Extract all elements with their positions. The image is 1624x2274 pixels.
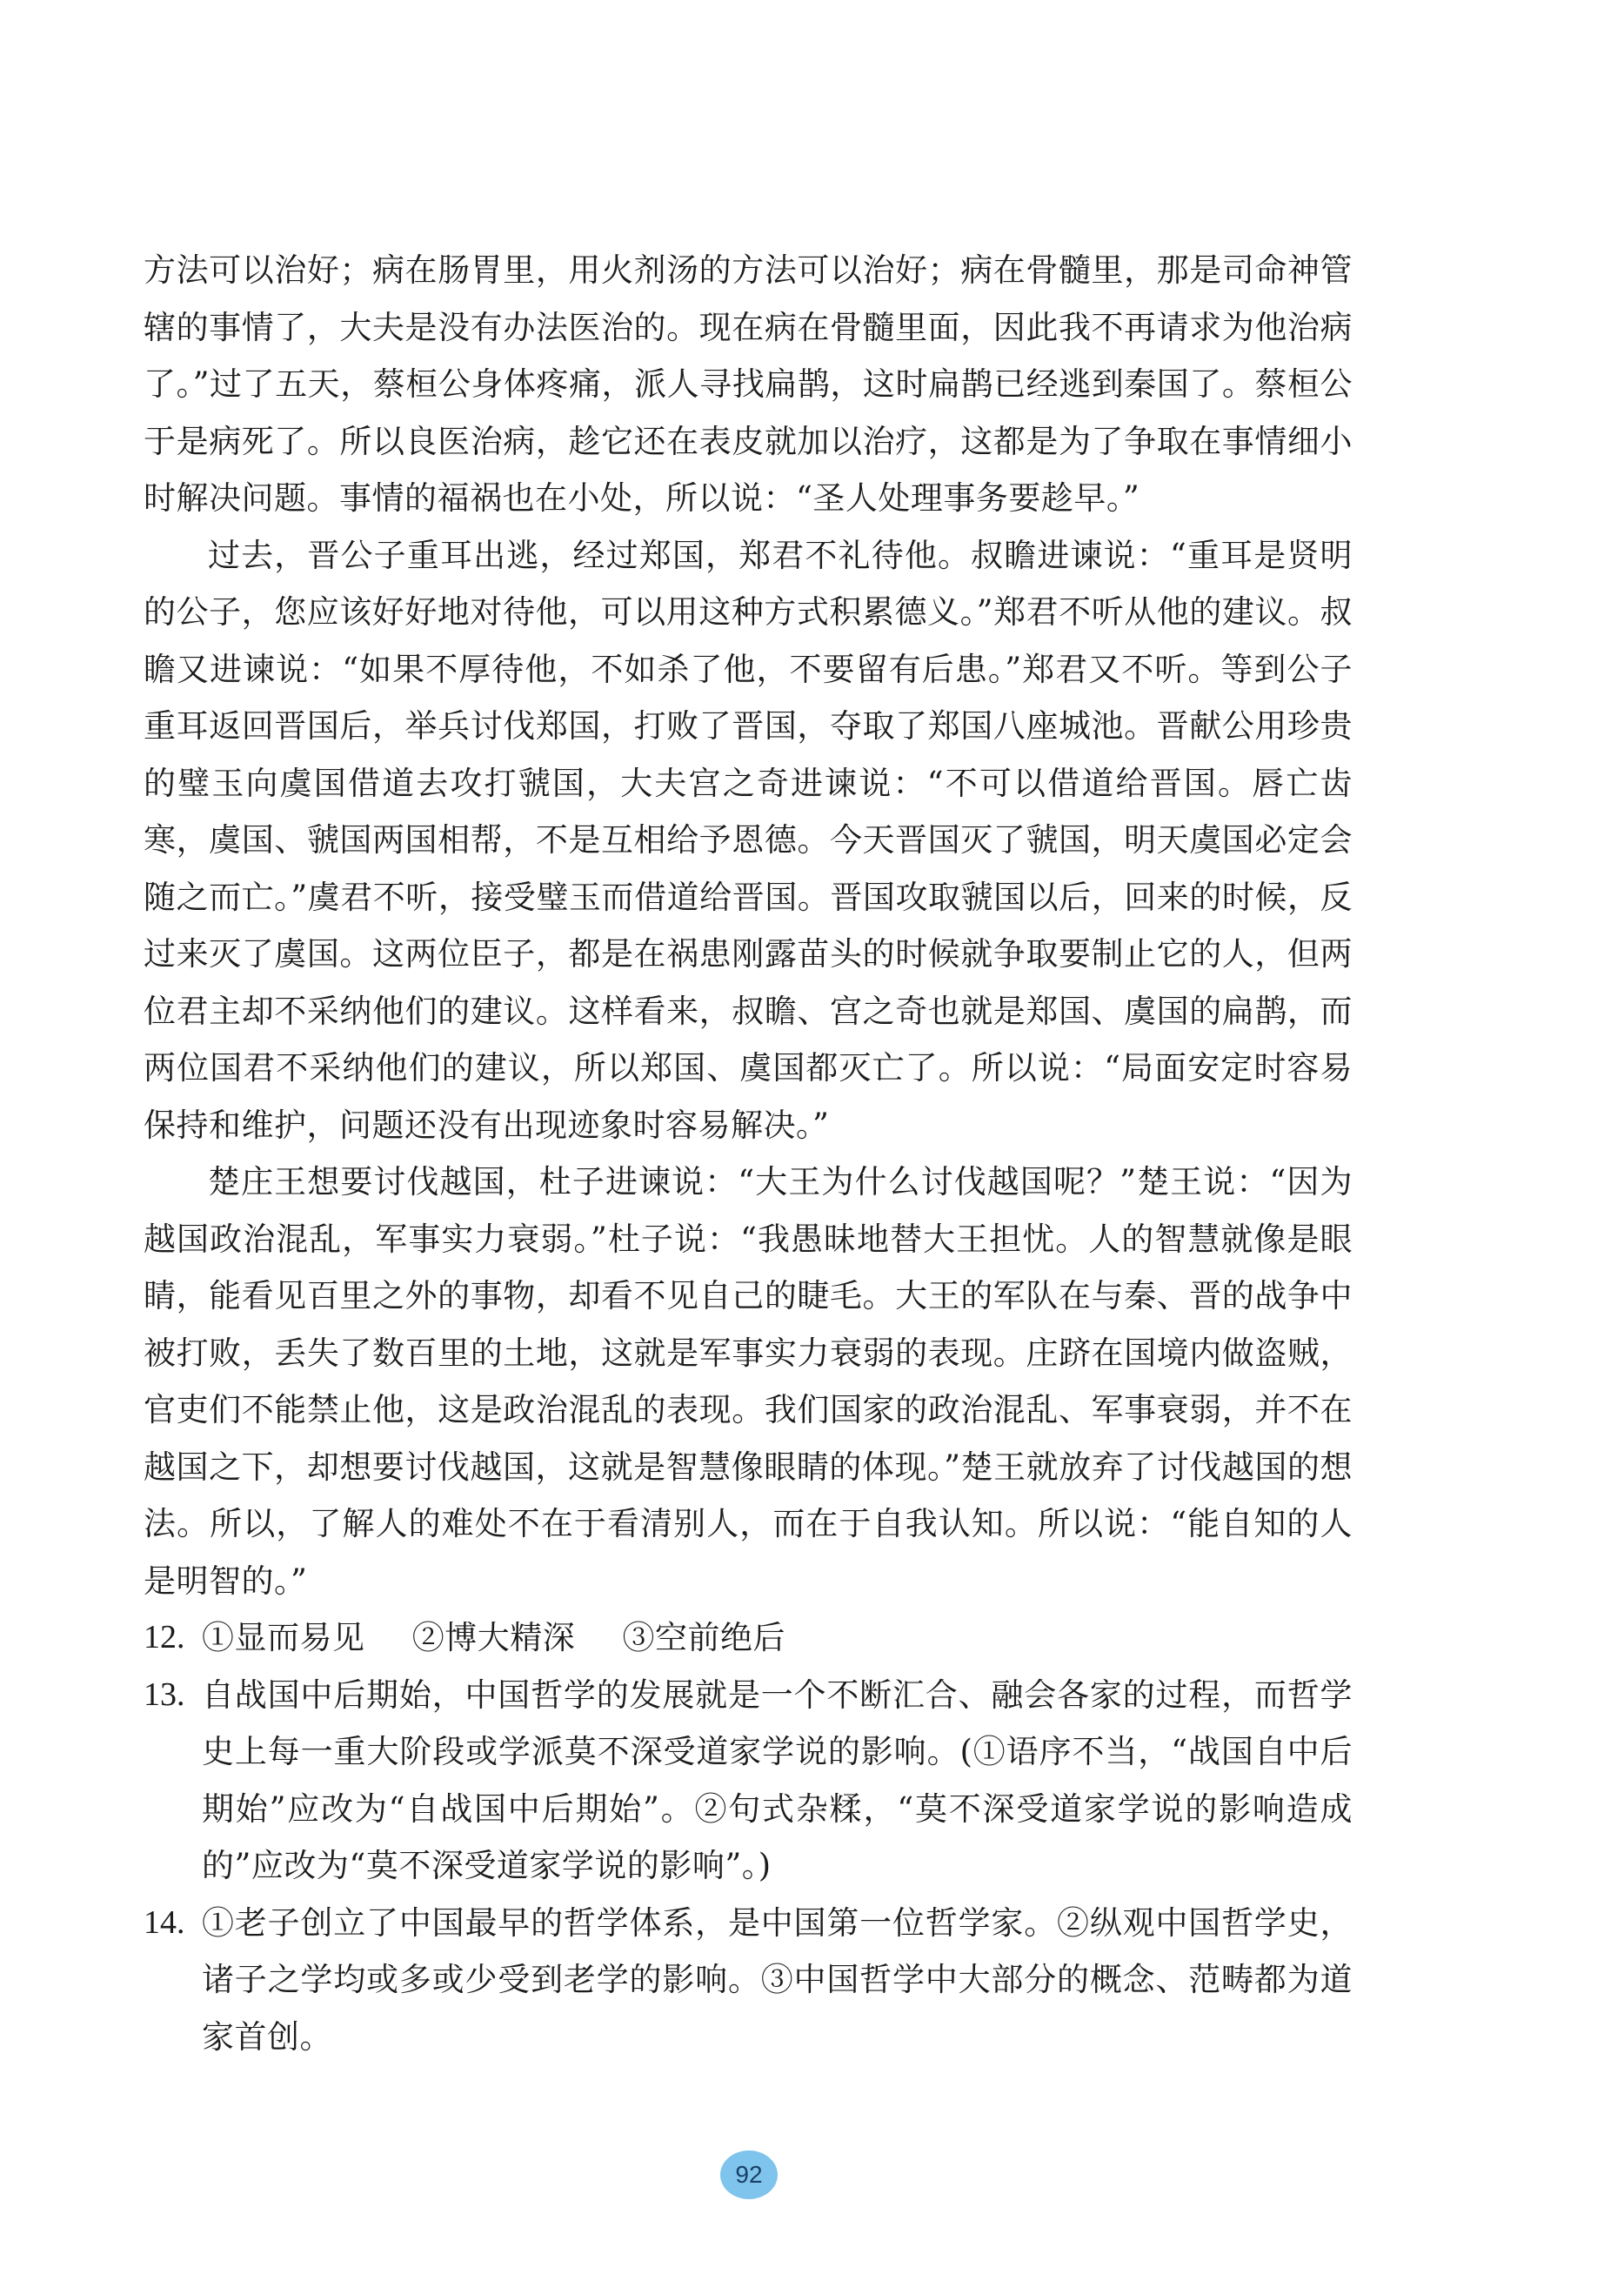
item-text: 自战国中后期始，中国哲学的发展就是一个不断汇合、融会各家的过程，而哲学史上每一重大阶段或学派莫不深受道家学说的影响。(①语序不当，“战国自中后期始”应改为“自战国中后期始”。②句式杂糅，“莫不深受道家学说的影响造成的”应改为“莫不深受道家学说的影响”。) (202, 1675, 1353, 1884)
answer-content (144, 242, 1353, 2065)
choice-2: ②博大精深 (411, 1619, 576, 1656)
item-number: 14. (144, 1903, 185, 1941)
item-text: ①老子创立了中国最早的哲学体系，是中国第一位哲学家。②纵观中国哲学史，诸子之学均或多或少受到老学的影响。③中国哲学中大部分的概念、范畴都为道家首创。 (202, 1903, 1353, 2056)
paragraph-bianque-conclusion: 方法可以治好；病在肠胃里，用火剂汤的方法可以治好；病在骨髓里，那是司命神管辖的事情了，大夫是没有办法医治的。现在病在骨髓里面，因此我不再请求为他治病了。”过了五天，蔡桓公身体疼痛，派人寻找扁鹊，这时扁鹊已经逃到秦国了。蔡桓公于是病死了。所以良医治病，趁它还在表皮就加以治疗，这都是为了争取在事情细小时解决问题。事情的福祸也在小处，所以说：“圣人处理事务要趁早。” (144, 251, 1353, 517)
answer-item-14 (144, 1895, 1353, 2066)
item-number: 12. (144, 1619, 185, 1655)
answer-item-13 (144, 1667, 1353, 1895)
choice-3: ③空前绝后 (622, 1619, 786, 1656)
choice-1: ①显而易见 (202, 1619, 365, 1656)
paragraph-chonger-story: 过去，晋公子重耳出逃，经过郑国，郑君不礼待他。叔瞻进谏说：“重耳是贤明的公子，您应该好好地对待他，可以用这种方式积累德义。”郑君不听从他的建议。叔瞻又进谏说：“如果不厚待他，不如杀了他，不要留有后患。”郑君又不听。等到公子重耳返回晋国后，举兵讨伐郑国，打败了晋国，夺取了郑国八座城池。晋献公用珍贵的璧玉向虞国借道去攻打虢国，大夫宫之奇进谏说：“不可以借道给晋国。唇亡齿寒，虞国、虢国两国相帮，不是互相给予恩德。今天晋国灭了虢国，明天虞国必定会随之而亡。”虞君不听，接受璧玉而借道给晋国。晋国攻取虢国以后，回来的时候，反过来灭了虞国。这两位臣子，都是在祸患刚露苗头的时候就争取要制止它的人，但两位君主却不采纳他们的建议。这样看来，叔瞻、宫之奇也就是郑国、虞国的扁鹊，而两位国君不采纳他们的建议，所以郑国、虞国都灭亡了。所以说：“局面安定时容易保持和维护，问题还没有出现迹象时容易解决。” (144, 536, 1353, 1144)
item-number: 13. (144, 1675, 185, 1713)
idiom-choices (202, 1609, 1353, 1667)
page-number-badge: 92 (720, 2150, 778, 2199)
paragraph-chuzhuangwang-story: 楚庄王想要讨伐越国，杜子进谏说：“大王为什么讨伐越国呢？”楚王说：“因为越国政治混乱，军事实力衰弱。”杜子说：“我愚昧地替大王担忧。人的智慧就像是眼睛，能看见百里之外的事物，却看不见自己的睫毛。大王的军队在与秦、晋的战争中被打败，丢失了数百里的土地，这就是军事实力衰弱的表现。庄跻在国境内做盗贼，官吏们不能禁止他，这是政治混乱的表现。我们国家的政治混乱、军事衰弱，并不在越国之下，却想要讨伐越国，这就是智慧像眼睛的体现。”楚王就放弃了讨伐越国的想法。所以，了解人的难处不在于看清别人，而在于自我认知。所以说：“能自知的人是明智的。” (144, 1163, 1353, 1600)
answer-item-12 (144, 1609, 1353, 1667)
